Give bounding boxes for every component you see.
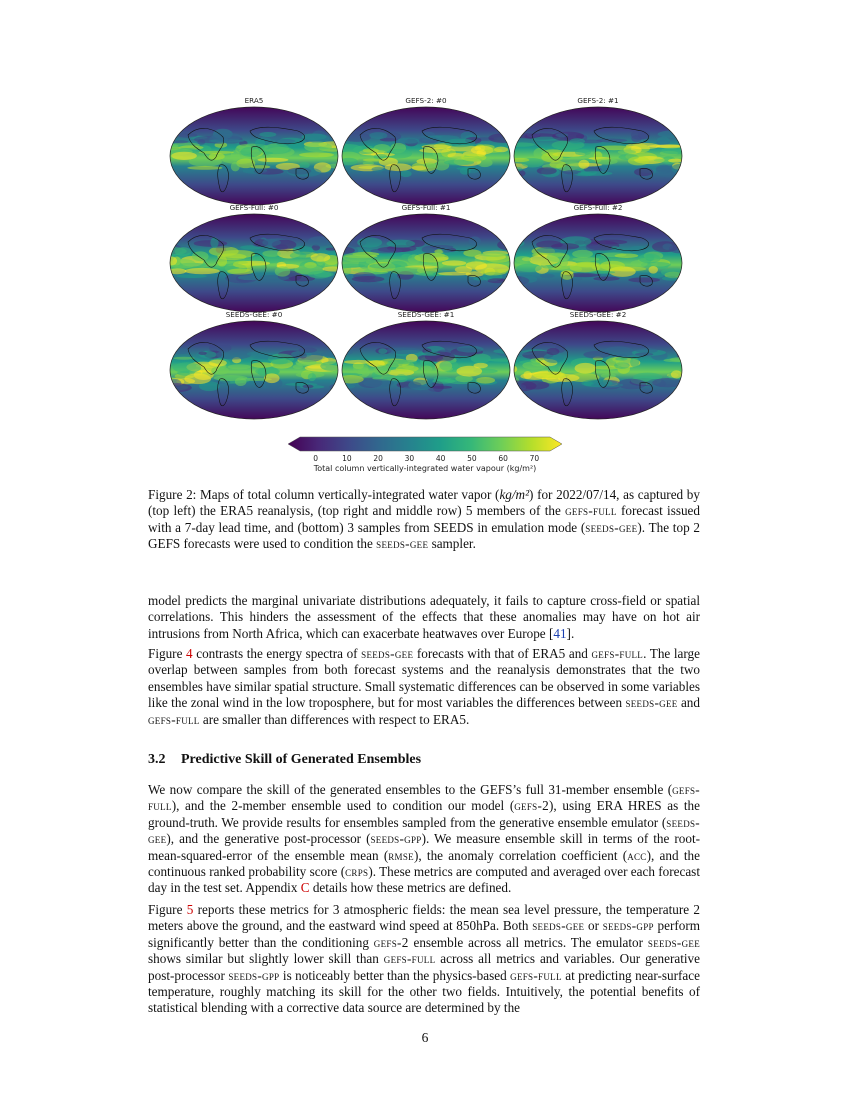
paragraph-text: ), using ERA HRES as the ground-truth. We provide results for ensembles sampled from the generative ensemble emulator ( (148, 798, 701, 830)
colorbar-tick-label: 50 (467, 454, 477, 463)
paragraph-text: ), the anomaly correlation coefficient ( (413, 847, 628, 863)
map-panel-title: GEFS-Full: #1 (401, 203, 451, 212)
paragraph-text: ). These metrics are computed and averaged over each forecast day in the test set. Appendix (148, 864, 700, 896)
term: seeds-gee (532, 918, 585, 934)
water-vapour-map (340, 319, 512, 421)
term: gefs-full (383, 951, 436, 967)
paragraph-text: ]. (566, 625, 575, 641)
term: seeds-gee (361, 646, 414, 661)
map-panel-title: SEEDS-GEE: #2 (569, 310, 627, 319)
term: seeds-gpp (602, 918, 654, 934)
map-panel-title: GEFS-Full: #0 (229, 203, 279, 212)
caption-term: seeds-gee (376, 536, 429, 552)
colorbar-tick-label: 70 (529, 454, 540, 463)
water-vapour-map (168, 212, 340, 314)
paragraph-continuation (148, 593, 700, 642)
paragraph-text: shows similar but slightly lower skill than (148, 951, 384, 967)
paragraph-text: ), and the 2-member ensemble used to condition our model ( (171, 798, 515, 814)
colorbar-tick-label: 60 (498, 454, 508, 463)
caption-text: forecast issued with a 7-day lead time, and (bottom) 3 samples from SEEDS in emulation mode ( (148, 503, 700, 535)
section-title: Predictive Skill of Generated Ensembles (181, 752, 422, 767)
colorbar-tick-label: 30 (404, 454, 415, 463)
map-panel-title: GEFS-Full: #2 (573, 203, 623, 212)
term: gefs-2 (514, 798, 550, 814)
paragraph-text: or (584, 918, 603, 934)
term: gefs-full (148, 711, 200, 727)
paragraph-text: across all metrics and variables. Our generative post-processor (148, 951, 700, 983)
term: rmse (388, 847, 414, 863)
paragraph-skill-comparison (148, 782, 700, 897)
paragraph-text: Figure (148, 646, 187, 661)
colorbar-tick-label: 10 (342, 454, 352, 463)
paragraph-text: is noticeably better than the physics-based (279, 967, 511, 983)
caption-text: Maps of total column vertically-integrated water vapor ( (200, 487, 500, 502)
map-panel-title: ERA5 (244, 96, 264, 105)
paragraph-text: contrasts the energy spectra of (192, 646, 362, 661)
term: seeds-gee (647, 934, 700, 950)
figure-caption (148, 487, 700, 553)
water-vapour-map (340, 212, 512, 314)
figure-ref-link[interactable]: 4 (186, 646, 193, 661)
colorbar-tick-label: 20 (373, 454, 383, 463)
term: crps (345, 864, 369, 880)
paragraph-text: . The large overlap between samples from both forecast systems and the reanalysis demonstrates that the two ensembles have similar spatial structure. Small systematic differences can be observed in some variables like the zonal wind in the low troposphere, but for most variables the differences between (148, 646, 700, 711)
paragraph-text: at predicting near-surface temperature, roughly matching its skill for the other two fields. Intuitively, the potential benefits of statistical blending with a corrective data source are determined by the (148, 967, 700, 1016)
map-panel (168, 96, 340, 208)
paragraph-text: details how these metrics are defined. (309, 880, 512, 896)
paragraph-text: model predicts the marginal univariate distributions adequately, it fails to capture cross-field or spatial correlations. This hinders the assessment of the effects that these anomalies may have on hot air intrusions from North Africa, which can exacerbate heatwaves over Europe [ (148, 593, 700, 641)
caption-term: seeds-gee (585, 519, 638, 535)
water-vapour-map (512, 212, 684, 314)
colorbar-tick-label: 0 (313, 454, 319, 463)
caption-text: ) for 2022/07/14, as captured by (top left) the ERA5 reanalysis, (top right and middle row) 5 members of the (148, 487, 700, 519)
paragraph-text: ensemble across all metrics. The emulator (408, 934, 648, 950)
caption-text: ). The top 2 GEFS forecasts were used to condition the (148, 519, 700, 552)
water-vapour-map (168, 105, 340, 207)
term: gefs-full (591, 646, 644, 661)
water-vapour-map (512, 319, 684, 421)
water-vapour-map (512, 105, 684, 207)
caption-text: sampler. (428, 536, 476, 552)
map-panel (512, 96, 684, 208)
section-number: 3.2 (148, 752, 166, 767)
paragraph-text: ). We measure ensemble skill in terms of the root-mean-squared-error of the ensemble mean ( (148, 831, 701, 863)
map-panel-title: GEFS-2: #0 (405, 96, 447, 105)
caption-term: gefs-full (565, 503, 617, 519)
map-panel (340, 203, 512, 315)
paragraph-text: reports these metrics for 3 atmospheric fields: the mean sea level pressure, the temperature 2 meters above the ground, and the eastward wind speed at 850hPa. Both (148, 902, 700, 934)
paragraph-text: We now compare the skill of the generated ensembles to the GEFS’s full 31-member ensemble ( (148, 782, 673, 797)
map-panel (512, 310, 684, 422)
paragraph-energy-spectra (148, 646, 700, 728)
water-vapour-map (168, 319, 340, 421)
term: gefs-full (148, 782, 700, 814)
figure-ref-link[interactable]: 5 (186, 902, 194, 917)
caption-unit: kg/m² (499, 487, 530, 502)
map-panel (340, 96, 512, 208)
map-panel (340, 310, 512, 422)
paragraph-text: and (677, 695, 700, 711)
citation-link[interactable]: 41 (553, 625, 567, 641)
map-panel-title: GEFS-2: #1 (577, 96, 619, 105)
section-heading (148, 752, 421, 768)
paragraph-text: ), and the generative post-processor ( (166, 831, 371, 847)
caption-label: Figure 2: (148, 487, 197, 502)
paragraph-text: Figure (148, 902, 187, 917)
term: acc (627, 847, 647, 863)
paragraph-metrics-results (148, 902, 700, 1017)
term: gefs-2 (373, 934, 409, 950)
colorbar-ticks (288, 454, 562, 464)
page-number: 6 (421, 1030, 429, 1045)
map-panel (512, 203, 684, 315)
paragraph-text: forecasts with that of ERA5 and (413, 646, 592, 661)
map-panel-title: SEEDS-GEE: #1 (397, 310, 455, 319)
map-panel (168, 310, 340, 422)
colorbar (288, 436, 562, 476)
colorbar-tick-label: 40 (435, 454, 446, 463)
appendix-ref-link[interactable]: C (300, 880, 310, 896)
term: seeds-gpp (370, 831, 422, 847)
map-panel (168, 203, 340, 315)
paragraph-text: ), and the continuous ranked probability score ( (148, 847, 700, 880)
term: seeds-gpp (228, 967, 280, 983)
paragraph-text: are smaller than differences with respect to ERA5. (199, 711, 470, 727)
term: gefs-full (510, 967, 562, 983)
term: seeds-gee (625, 695, 678, 711)
water-vapour-map (340, 105, 512, 207)
term: seeds-gee (148, 814, 700, 847)
paragraph-text: perform significantly better than the conditioning (148, 918, 700, 950)
colorbar-gradient (288, 436, 562, 452)
map-panel-title: SEEDS-GEE: #0 (225, 310, 283, 319)
colorbar-label: Total column vertically-integrated water vapour (kg/m²) (313, 464, 537, 473)
